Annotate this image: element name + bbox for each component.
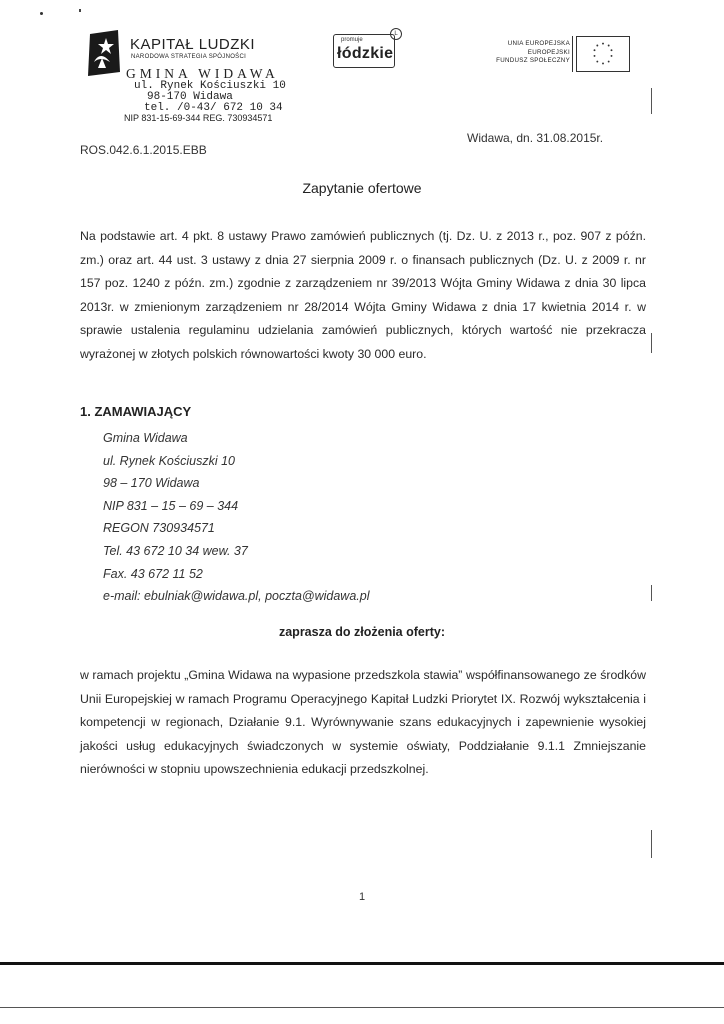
scan-dot (40, 12, 43, 15)
eu-line-1: UNIA EUROPEJSKA (507, 40, 570, 47)
intro-paragraph: Na podstawie art. 4 pkt. 8 ustawy Prawo zamówień publicznych (tj. Dz. U. z 2013 r., poz. 907 z późn. zm.) oraz art. 44 ust. 3 ustawy z dnia 27 sierpnia 2009 r. o finansach publicznych (Dz. U. z 2009 r. nr 157 poz. 1240 z późn. zm.) zgodnie z zarządzeniem nr 39/2013 Wójta Gminy Widawa z dnia 30 lipca 2013r. w zmienionym zarządzeniem nr 28/2014 Wójta Gminy Widawa z dnia 17 kwietnia 2014 r. w sprawie ustalenia regulaminu udzielania zamówień publicznych, których wartość nie przekracza wyrażonej w złotych polskich równowartości kwoty 30 000 euro. (80, 229, 646, 361)
scan-bottom-edge (0, 962, 724, 965)
eu-divider (572, 36, 573, 72)
document-reference: ROS.042.6.1.2015.EBB (80, 143, 207, 157)
contact-line: NIP 831 – 15 – 69 – 344 (103, 498, 239, 513)
scan-mark (651, 830, 652, 858)
project-paragraph: w ramach projektu „Gmina Widawa na wypasione przedszkola stawia” współfinansowanego ze środków Unii Europejskiej w ramach Programu Operacyjnego Kapitał Ludzki Priorytet IX. Rozwój wykształcenia i kompetencji w regionach, Działanie 9.1. Wyrównywanie szans edukacyjnych i zapewnienie wysokiej jakości usług edukacyjnych świadczonych w systemie oświaty, Poddziałanie 9.1.1 Zmniejszanie nierówności w stopniu upowszechnienia edukacji przedszkolnej. (80, 668, 646, 776)
invitation-heading: zaprasza do złożenia oferty: (278, 625, 445, 639)
document-date: Widawa, dn. 31.08.2015r. (467, 131, 604, 145)
eu-flag-icon (576, 36, 630, 72)
lodzkie-registered-icon: L (390, 28, 402, 40)
contact-line: REGON 730934571 (103, 521, 215, 536)
eu-line-3: FUNDUSZ SPOŁECZNY (496, 57, 570, 64)
gmina-name: GMINA WIDAWA (126, 66, 279, 81)
gmina-tel: tel. /0-43/ 672 10 34 (144, 102, 283, 114)
gmina-address: ul. Rynek Kościuszki 10 (134, 80, 286, 92)
contact-block (103, 427, 369, 608)
contact-line: Fax. 43 672 11 52 (103, 566, 203, 581)
lodzkie-logo-small: promuje (341, 37, 363, 43)
kapital-ludzki-logo-icon (84, 28, 124, 78)
section-zamawiajacy-heading: 1. ZAMAWIAJĄCY (80, 404, 192, 419)
scan-bottom-line (0, 1007, 724, 1008)
contact-line: Tel. 43 672 10 34 wew. 37 (103, 543, 248, 558)
contact-line: ul. Rynek Kościuszki 10 (103, 453, 236, 468)
gmina-zip: 98-170 Widawa (147, 91, 233, 103)
eu-line-2: EUROPEJSKI (527, 48, 570, 56)
contact-line: 98 – 170 Widawa (103, 476, 200, 491)
lodzkie-logo-text: łódzkie (337, 45, 394, 62)
scan-mark (651, 333, 652, 353)
kapital-ludzki-subtitle: NARODOWA STRATEGIA SPÓJNOŚCI (131, 54, 247, 60)
scan-dot (79, 9, 81, 12)
scan-mark (651, 88, 652, 114)
kapital-ludzki-title: KAPITAŁ LUDZKI (130, 36, 256, 53)
scan-mark (651, 585, 652, 601)
contact-email: e-mail: ebulniak@widawa.pl, poczta@widawa.pl (103, 589, 370, 604)
gmina-nip: NIP 831-15-69-344 REG. 730934571 (124, 113, 273, 123)
contact-line: Gmina Widawa (103, 431, 188, 445)
page-number: 1 (358, 891, 366, 903)
document-title: Zapytanie ofertowe (302, 180, 422, 196)
eu-logo-text (496, 40, 570, 66)
